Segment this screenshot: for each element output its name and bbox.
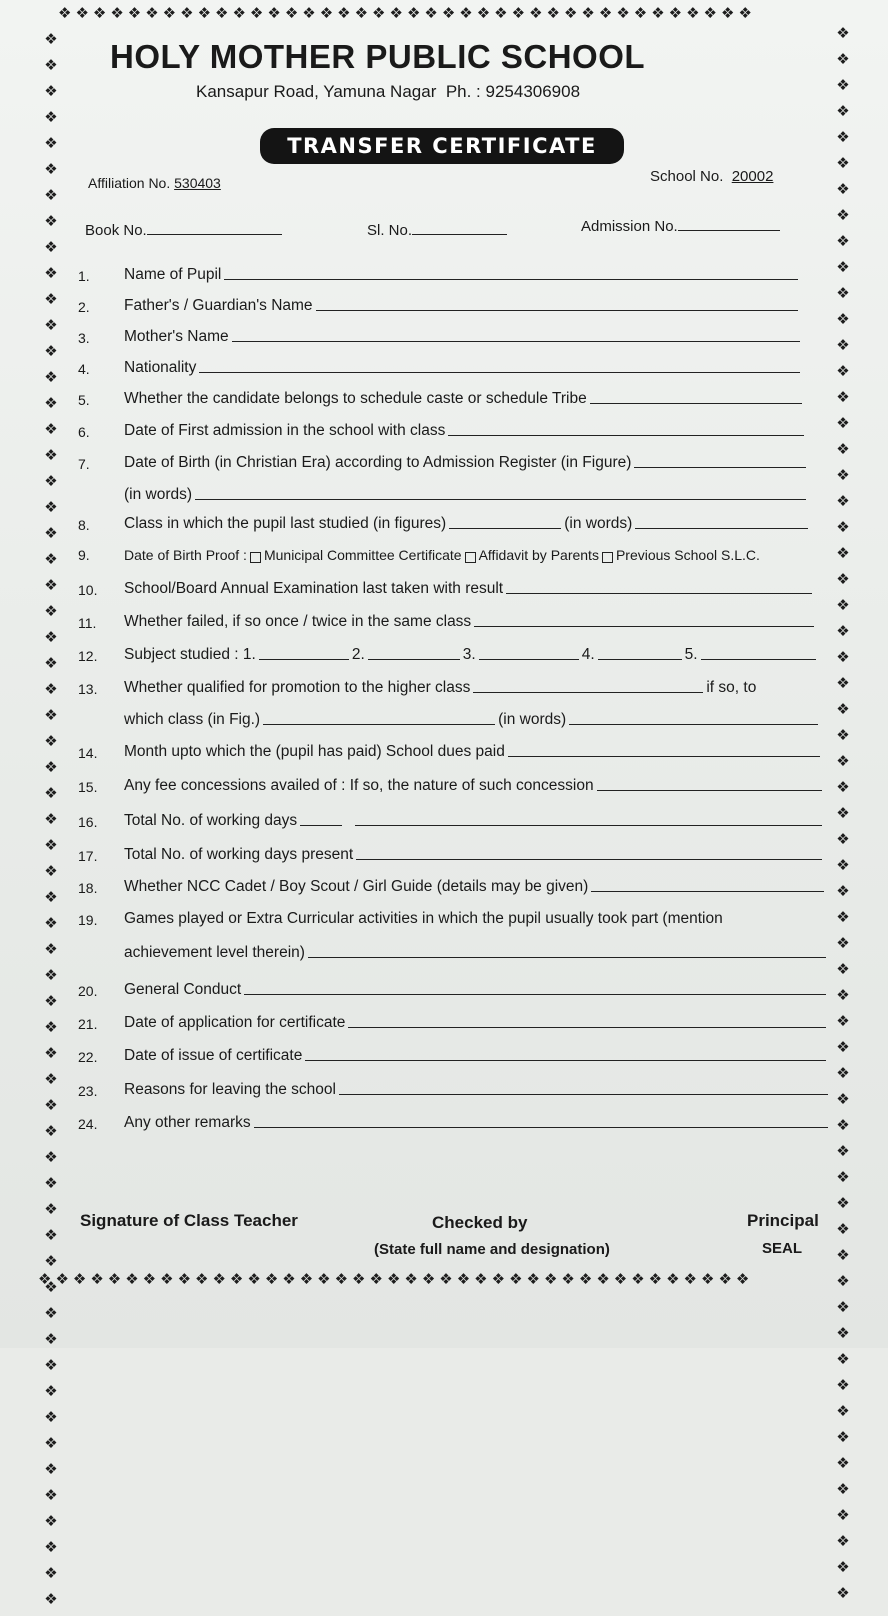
item-label: Class in which the pupil last studied (in figures) — [124, 515, 447, 532]
form-item-8[interactable] — [78, 515, 808, 533]
item-label: Any other remarks — [124, 1114, 251, 1131]
admission-number-field[interactable] — [581, 218, 780, 235]
ornamental-border-top: ❖❖❖❖❖❖❖❖❖❖❖❖❖❖❖❖❖❖❖❖❖❖❖❖❖❖❖❖❖❖❖❖❖❖❖❖❖❖❖❖ — [58, 4, 756, 22]
item-label: Date of application for certificate — [124, 1014, 346, 1031]
item-number: 23. — [78, 1083, 98, 1099]
book-no-label: Book No. — [85, 222, 147, 239]
form-item-10[interactable] — [78, 580, 812, 598]
item-label: Date of Birth (in Christian Era) according to Admission Register (in Figure) — [124, 454, 632, 471]
school-no-label: School No. — [650, 168, 724, 185]
form-item-23[interactable] — [78, 1081, 828, 1099]
ornamental-border-left: ❖❖❖❖❖❖❖❖❖❖❖❖❖❖❖❖❖❖❖❖❖❖❖❖❖❖❖❖❖❖❖❖❖❖❖❖❖❖❖❖❖❖❖❖❖❖❖❖❖❖❖❖❖❖❖❖❖❖❖❖❖ — [42, 30, 60, 1616]
item-number: 21. — [78, 1016, 98, 1032]
form-item-17[interactable] — [78, 846, 822, 864]
item-label: School/Board Annual Examination last taken with result — [124, 580, 504, 597]
item-label: which class (in Fig.) — [124, 711, 261, 728]
item-label: Whether NCC Cadet / Boy Scout / Girl Guide (details may be given) — [124, 878, 589, 895]
item-label: Mother's Name — [124, 328, 229, 345]
item-number: 22. — [78, 1049, 98, 1065]
item-label: Total No. of working days — [124, 812, 298, 829]
item-number: 13. — [78, 681, 98, 697]
form-item-9[interactable] — [78, 547, 810, 563]
form-item-13[interactable] — [78, 679, 814, 697]
address-text: Kansapur Road, Yamuna Nagar — [196, 82, 437, 101]
item-label-if-so: if so, to — [706, 679, 757, 696]
phone-number: Ph. : 9254306908 — [445, 82, 581, 101]
form-item-2[interactable] — [78, 297, 798, 315]
option-label: Previous School S.L.C. — [615, 547, 760, 563]
form-item-18[interactable] — [78, 878, 824, 896]
item-number: 6. — [78, 424, 90, 440]
seal-label: SEAL — [762, 1240, 803, 1257]
item-label: Whether the candidate belongs to schedule caste or schedule Tribe — [124, 390, 587, 407]
form-item-4[interactable] — [78, 359, 800, 377]
form-item-6[interactable] — [78, 422, 804, 440]
principal-signature: Principal — [747, 1211, 819, 1230]
affiliation-label: Affiliation No. — [88, 175, 171, 191]
item-label: Name of Pupil — [124, 266, 222, 283]
subject-4-label: 4. — [581, 646, 595, 663]
checkbox-previous-school[interactable] — [602, 552, 613, 563]
form-item-13-class[interactable] — [78, 711, 818, 729]
form-item-15[interactable] — [78, 777, 822, 795]
ornamental-border-bottom: ❖❖❖❖❖❖❖❖❖❖❖❖❖❖❖❖❖❖❖❖❖❖❖❖❖❖❖❖❖❖❖❖❖❖❖❖❖❖❖❖❖ — [38, 1270, 754, 1288]
subject-5-label: 5. — [684, 646, 698, 663]
item-label: Date of First admission in the school with class — [124, 422, 446, 439]
item-number: 8. — [78, 517, 90, 533]
form-item-1[interactable] — [78, 266, 798, 284]
checkbox-affidavit[interactable] — [465, 552, 476, 563]
form-item-16[interactable] — [78, 812, 822, 830]
item-label: (in words) — [124, 486, 193, 503]
item-label: achievement level therein) — [124, 944, 305, 961]
item-number: 5. — [78, 392, 90, 408]
school-number — [650, 168, 773, 185]
item-number: 7. — [78, 456, 90, 472]
item-label: Any fee concessions availed of : If so, the nature of such concession — [124, 777, 594, 794]
item-number: 18. — [78, 880, 98, 896]
item-number: 2. — [78, 299, 90, 315]
item-number: 20. — [78, 983, 98, 999]
school-no-value: 20002 — [731, 168, 774, 185]
subject-3-label: 3. — [462, 646, 476, 663]
subject-2-label: 2. — [351, 646, 365, 663]
item-number: 4. — [78, 361, 90, 377]
form-item-22[interactable] — [78, 1047, 826, 1065]
item-label: Father's / Guardian's Name — [124, 297, 313, 314]
item-number: 10. — [78, 582, 98, 598]
item-number: 9. — [78, 547, 90, 563]
item-label: Nationality — [124, 359, 197, 376]
item-number: 24. — [78, 1116, 98, 1132]
form-item-7[interactable] — [78, 454, 806, 472]
option-label: Affidavit by Parents — [478, 547, 599, 563]
item-label: Total No. of working days present — [124, 846, 354, 863]
option-label: Municipal Committee Certificate — [263, 547, 462, 563]
school-name: HOLY MOTHER PUBLIC SCHOOL — [110, 38, 646, 75]
item-number: 15. — [78, 779, 98, 795]
item-label: Whether qualified for promotion to the higher class — [124, 679, 471, 696]
item-label-words: (in words) — [564, 515, 633, 532]
item-number: 3. — [78, 330, 90, 346]
affiliation-value: 530403 — [174, 175, 221, 191]
item-label: Date of Birth Proof : — [124, 547, 247, 563]
form-item-11[interactable] — [78, 613, 814, 631]
item-number: 17. — [78, 848, 98, 864]
school-address — [196, 82, 580, 102]
form-item-19[interactable] — [78, 910, 826, 928]
item-number: 12. — [78, 648, 98, 664]
item-number: 19. — [78, 912, 98, 928]
item-label: Subject studied : 1. — [124, 646, 256, 663]
form-item-3[interactable] — [78, 328, 800, 346]
checkbox-municipal[interactable] — [250, 552, 261, 563]
sl-no-label: Sl. No. — [367, 222, 413, 239]
item-number: 11. — [78, 615, 97, 631]
item-label: General Conduct — [124, 981, 242, 998]
checked-by-label: Checked by — [432, 1213, 528, 1232]
checked-by-subtitle: (State full name and designation) — [374, 1241, 610, 1258]
item-label: Whether failed, if so once / twice in the same class — [124, 613, 472, 630]
serial-number-field[interactable] — [367, 222, 507, 239]
form-item-5[interactable] — [78, 390, 802, 408]
form-item-20[interactable] — [78, 981, 826, 999]
item-number: 14. — [78, 745, 98, 761]
item-label: Date of issue of certificate — [124, 1047, 303, 1064]
affiliation-number — [88, 175, 221, 191]
certificate-title: TRANSFER CERTIFICATE — [260, 128, 624, 164]
form-item-14[interactable] — [78, 743, 820, 761]
book-number-field[interactable] — [85, 222, 282, 239]
class-teacher-signature: Signature of Class Teacher — [80, 1211, 298, 1230]
item-number: 16. — [78, 814, 98, 830]
item-label: Reasons for leaving the school — [124, 1081, 336, 1098]
ornamental-border-right: ❖❖❖❖❖❖❖❖❖❖❖❖❖❖❖❖❖❖❖❖❖❖❖❖❖❖❖❖❖❖❖❖❖❖❖❖❖❖❖❖❖❖❖❖❖❖❖❖❖❖❖❖❖❖❖❖❖❖❖❖❖ — [834, 24, 852, 1610]
item-label: Month upto which the (pupil has paid) School dues paid — [124, 743, 505, 760]
item-label-words: (in words) — [498, 711, 567, 728]
form-item-21[interactable] — [78, 1014, 826, 1032]
item-label: Games played or Extra Curricular activities in which the pupil usually took part (mention — [124, 910, 723, 927]
form-item-7-words[interactable] — [78, 486, 806, 504]
form-item-24[interactable] — [78, 1114, 828, 1132]
item-number: 1. — [78, 268, 90, 284]
form-item-12[interactable] — [78, 646, 816, 664]
form-item-19-achievement[interactable] — [78, 944, 826, 962]
admission-no-label: Admission No. — [581, 218, 678, 235]
